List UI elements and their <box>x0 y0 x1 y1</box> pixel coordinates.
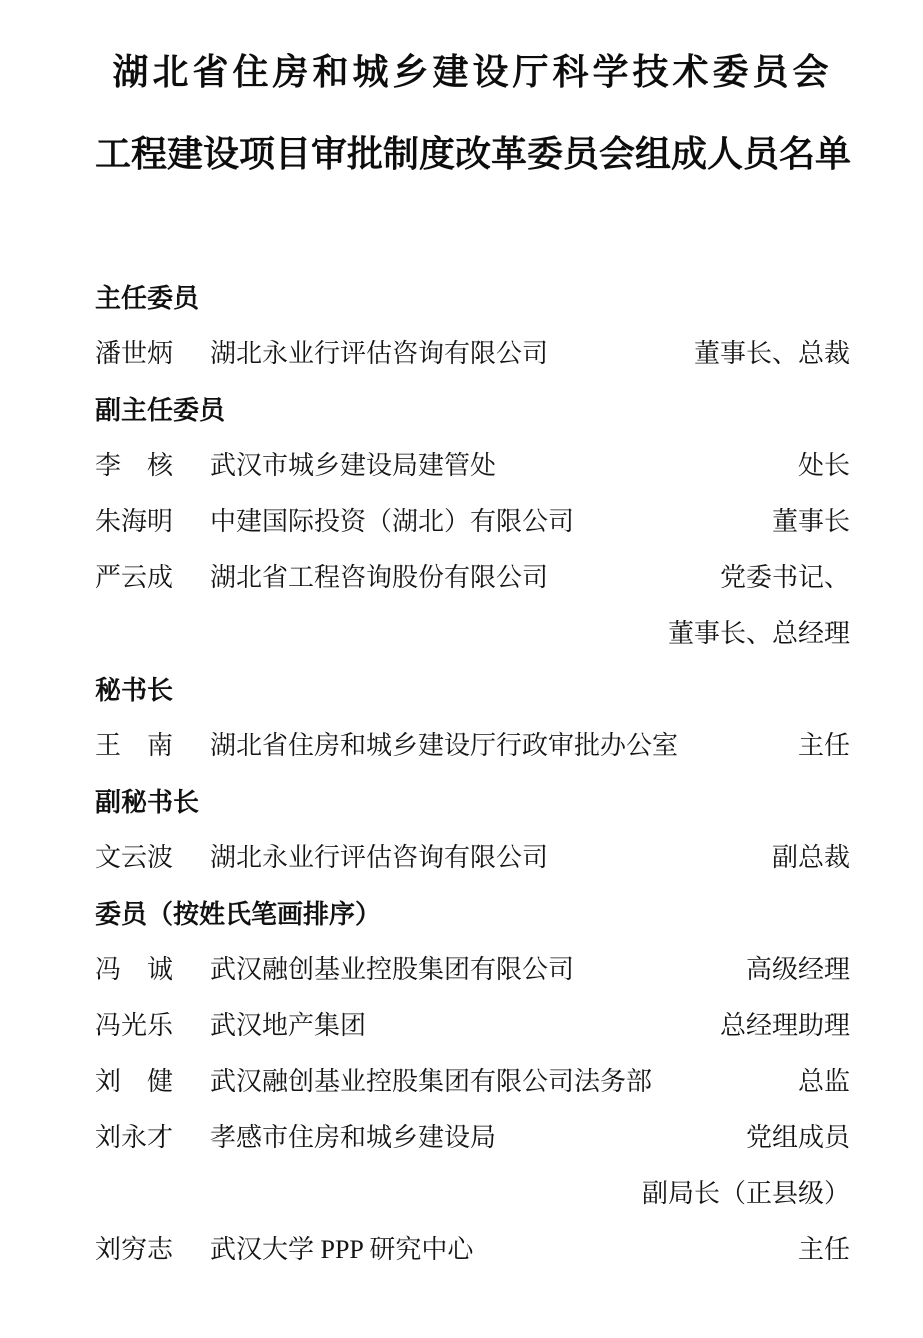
member-name: 文云波 <box>95 843 174 872</box>
section-heading: 副秘书长 <box>95 787 200 817</box>
member-position: 总监 <box>797 1067 850 1096</box>
section-committee-members <box>95 897 850 1267</box>
member-organization: 孝感市住房和城乡建设局 <box>210 1123 497 1152</box>
member-row <box>95 449 850 483</box>
member-row <box>95 1233 850 1267</box>
member-position-continuation <box>95 1177 850 1211</box>
section-deputy-secretary-general <box>95 785 850 875</box>
member-name: 朱海明 <box>95 507 174 536</box>
member-organization: 湖北永业行评估咨询有限公司 <box>210 843 549 872</box>
member-row <box>95 729 850 763</box>
member-row <box>95 337 850 371</box>
member-position: 党组成员 <box>745 1123 850 1152</box>
member-position: 总经理助理 <box>719 1011 850 1040</box>
member-row <box>95 505 850 539</box>
member-name: 冯光乐 <box>95 1011 174 1040</box>
member-organization: 武汉市城乡建设局建管处 <box>210 451 497 480</box>
member-name: 刘 健 <box>95 1067 174 1096</box>
member-position: 处长 <box>797 451 850 480</box>
section-heading: 秘书长 <box>95 675 174 705</box>
member-organization: 武汉地产集团 <box>210 1011 367 1040</box>
member-row <box>95 561 850 595</box>
member-row <box>95 953 850 987</box>
member-position: 副总裁 <box>771 843 850 872</box>
member-name: 刘永才 <box>95 1123 174 1152</box>
member-position: 主任 <box>797 731 850 760</box>
member-name: 潘世炳 <box>95 339 174 368</box>
member-name: 冯 诚 <box>95 955 174 984</box>
section-vice-chairman <box>95 393 850 651</box>
member-position: 高级经理 <box>745 955 850 984</box>
member-position: 董事长 <box>771 507 850 536</box>
member-organization: 湖北永业行评估咨询有限公司 <box>210 339 549 368</box>
member-name: 严云成 <box>95 563 174 592</box>
member-position: 董事长、总裁 <box>693 339 850 368</box>
section-heading: 主任委员 <box>95 283 200 313</box>
member-name: 刘穷志 <box>95 1235 174 1264</box>
member-row <box>95 1065 850 1099</box>
member-row <box>95 841 850 875</box>
member-position: 主任 <box>797 1235 850 1264</box>
member-position: 党委书记、 <box>719 563 850 592</box>
member-position-line2: 副局长（正县级） <box>641 1179 850 1208</box>
member-organization: 武汉融创基业控股集团有限公司法务部 <box>210 1067 653 1096</box>
section-heading: 副主任委员 <box>95 395 226 425</box>
document-title-line-2: 工程建设项目审批制度改革委员会组成人员名单 <box>95 134 852 174</box>
member-name: 王 南 <box>95 731 174 760</box>
member-row <box>95 1121 850 1155</box>
member-row <box>95 1009 850 1043</box>
member-organization: 中建国际投资（湖北）有限公司 <box>210 507 575 536</box>
document-body <box>95 281 850 1267</box>
member-position-line2: 董事长、总经理 <box>667 619 850 648</box>
member-organization: 武汉融创基业控股集团有限公司 <box>210 955 575 984</box>
member-position-continuation <box>95 617 850 651</box>
document-title-line-1: 湖北省住房和城乡建设厅科学技术委员会 <box>112 52 833 92</box>
member-organization: 湖北省住房和城乡建设厅行政审批办公室 <box>210 731 679 760</box>
member-name: 李 核 <box>95 451 174 480</box>
member-organization: 武汉大学 PPP 研究中心 <box>210 1235 474 1264</box>
member-organization: 湖北省工程咨询股份有限公司 <box>210 563 549 592</box>
section-chairman <box>95 281 850 371</box>
section-heading: 委员（按姓氏笔画排序） <box>95 899 382 929</box>
section-secretary-general <box>95 673 850 763</box>
